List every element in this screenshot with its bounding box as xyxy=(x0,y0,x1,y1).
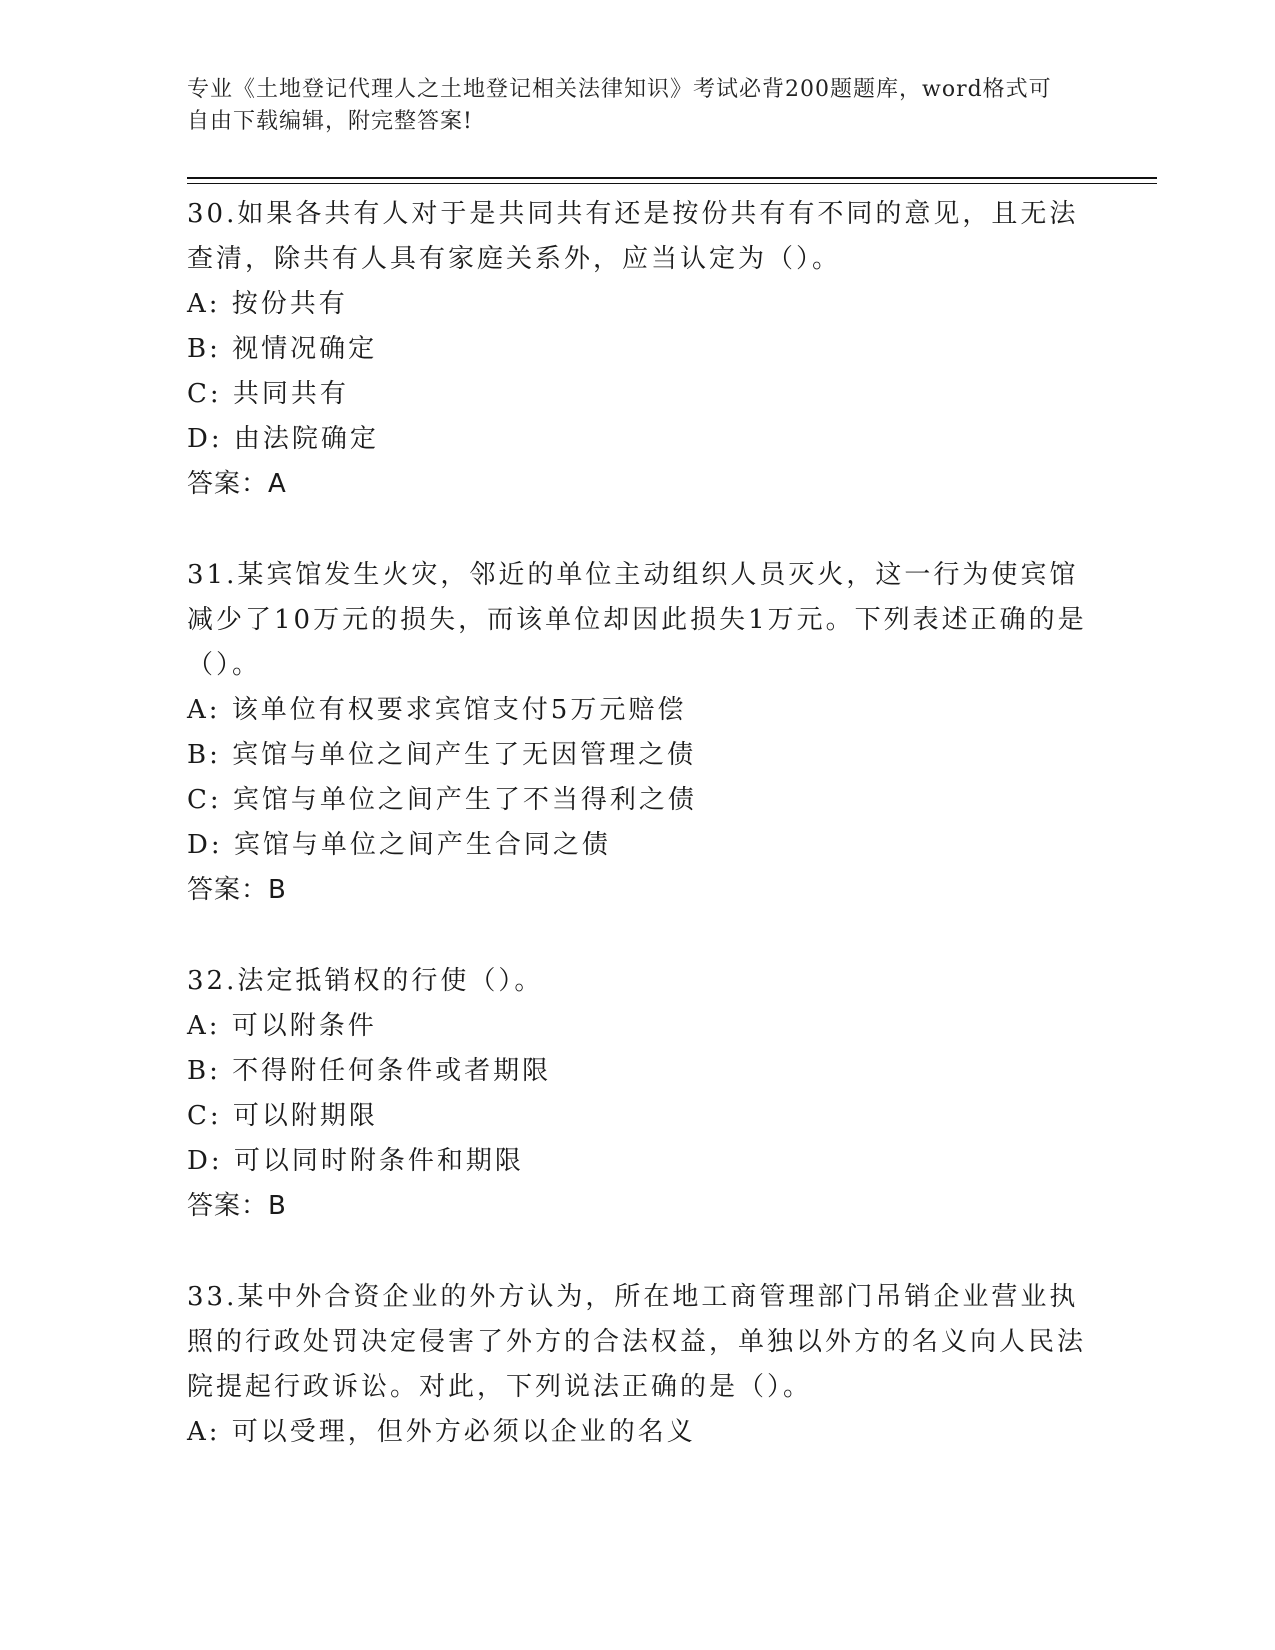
option-c: C: 可以附期限 xyxy=(187,1101,378,1131)
option-c: C: 宾馆与单位之间产生了不当得利之债 xyxy=(187,785,697,815)
option-a: A: 可以附条件 xyxy=(187,1011,377,1041)
answer-line: 答案：B xyxy=(187,1191,287,1221)
question-33 xyxy=(187,1275,1087,1455)
question-32 xyxy=(187,959,1087,1229)
question-stem: 32.法定抵销权的行使（）。 xyxy=(187,966,544,996)
option-b: B: 不得附任何条件或者期限 xyxy=(187,1056,552,1086)
option-c: C: 共同共有 xyxy=(187,379,349,409)
answer-line: 答案：B xyxy=(187,875,287,905)
option-a: A: 按份共有 xyxy=(187,289,348,319)
option-d: D: 宾馆与单位之间产生合同之债 xyxy=(187,830,611,860)
option-d: D: 可以同时附条件和期限 xyxy=(187,1146,524,1176)
answer-line: 答案：A xyxy=(187,469,287,499)
question-30 xyxy=(187,192,1087,507)
question-list xyxy=(187,192,1087,1501)
question-stem: 33.某中外合资企业的外方认为，所在地工商管理部门吊销企业营业执照的行政处罚决定侵害了外方的合法权益，单独以外方的名义向人民法院提起行政诉讼。对此，下列说法正确的是（）。 xyxy=(187,1282,1087,1402)
question-stem: 31.某宾馆发生火灾，邻近的单位主动组织人员灭火，这一行为使宾馆减少了10万元的损失，而该单位却因此损失1万元。下列表述正确的是（）。 xyxy=(187,560,1087,680)
option-a: A: 该单位有权要求宾馆支付5万元赔偿 xyxy=(187,695,687,725)
option-d: D: 由法院确定 xyxy=(187,424,379,454)
option-b: B: 视情况确定 xyxy=(187,334,378,364)
header-divider-thick xyxy=(187,177,1157,179)
option-b: B: 宾馆与单位之间产生了无因管理之债 xyxy=(187,740,697,770)
question-stem: 30.如果各共有人对于是共同共有还是按份共有有不同的意见，且无法查清，除共有人具有家庭关系外，应当认定为（）。 xyxy=(187,199,1079,274)
option-a: A: 可以受理，但外方必须以企业的名义 xyxy=(187,1417,696,1447)
document-header: 专业《土地登记代理人之土地登记相关法律知识》考试必背200题题库，word格式可自由下载编辑，附完整答案! xyxy=(187,77,1052,134)
question-31 xyxy=(187,553,1087,913)
header-divider-thin xyxy=(187,183,1157,184)
